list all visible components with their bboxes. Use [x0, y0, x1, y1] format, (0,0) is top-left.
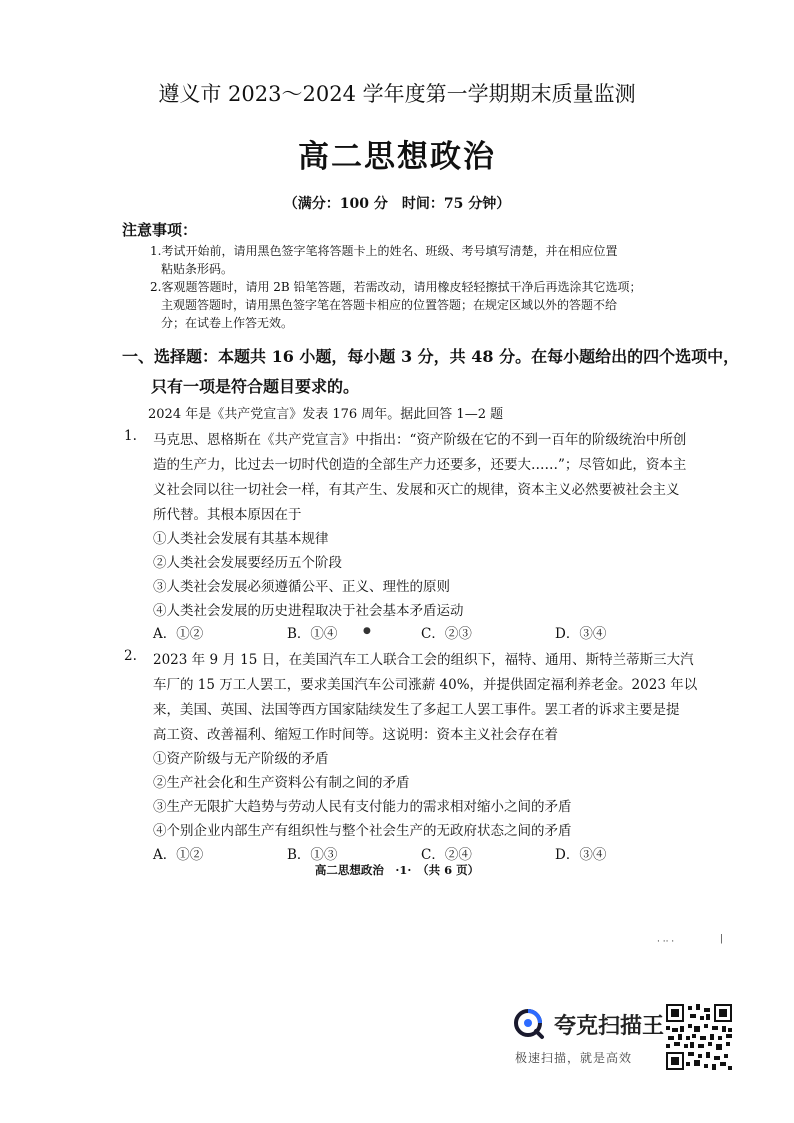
question-item: ③人类社会发展必须遵循公平、正义、理性的原则 [153, 579, 450, 595]
choice-b: B．①④ [287, 626, 338, 642]
brand-slogan: 极速扫描，就是高效 [515, 1051, 633, 1065]
question-item: ①资产阶级与无产阶级的矛盾 [153, 751, 329, 767]
question-stem-line: 2023 年 9 月 15 日，在美国汽车工人联合工会的组织下，福特、通用、斯特兰蒂斯三大汽 [153, 652, 694, 668]
question-item: ③生产无限扩大趋势与劳动人民有支付能力的需求相对缩小之间的矛盾 [153, 799, 572, 815]
choice-d: D．③④ [555, 847, 607, 863]
note-line: 主观题答题时，请用黑色签字笔在答题卡相应的位置答题；在规定区域以外的答题不给 [161, 298, 618, 312]
brand-name: 夸克扫描王 [554, 1014, 665, 1039]
question-stem-line: 来，美国、英国、法国等西方国家陆续发生了多起工人罢工事件。罢工者的诉求主要是提 [153, 702, 680, 718]
section-heading: 一、选择题：本题共 16 小题，每小题 3 分，共 48 分。在每小题给出的四个选项中， [122, 347, 740, 366]
section-heading-cont: 只有一项是符合题目要求的。 [151, 377, 360, 396]
notes-heading: 注意事项： [122, 221, 198, 239]
question-stem-line: 造的生产力，比过去一切时代创造的全部生产力还要多，还要大……”；尽管如此，资本主 [153, 457, 687, 473]
scan-speck: · ·· · [657, 937, 675, 947]
choice-d: D．③④ [555, 626, 607, 642]
question-stem-line: 马克思、恩格斯在《共产党宣言》中指出：“资产阶级在它的不到一百年的阶级统治中所创 [153, 432, 687, 448]
question-number: 2. [124, 648, 137, 664]
question-stem-line: 所代替。其根本原因在于 [153, 507, 302, 523]
question-group-intro: 2024 年是《共产党宣言》发表 176 周年。据此回答 1—2 题 [148, 407, 504, 422]
question-number: 1. [124, 428, 137, 444]
question-item: ④个别企业内部生产有组织性与整个社会生产的无政府状态之间的矛盾 [153, 823, 572, 839]
subject-title: 高二思想政治 [298, 139, 496, 175]
note-line: 分；在试卷上作答无效。 [161, 316, 294, 330]
question-item: ②人类社会发展要经历五个阶段 [153, 555, 342, 571]
choice-b: B．①③ [287, 847, 338, 863]
question-item: ②生产社会化和生产资料公有制之间的矛盾 [153, 775, 410, 791]
question-item: ④人类社会发展的历史进程取决于社会基本矛盾运动 [153, 603, 464, 619]
question-stem-line: 车厂的 15 万工人罢工，要求美国汽车公司涨薪 40%，并提供固定福利养老金。2023 年以 [153, 677, 698, 693]
note-line: 2.客观题答题时，请用 2B 铅笔答题，若需改动，请用橡皮轻轻擦拭干净后再选涂其它选项； [150, 280, 642, 294]
choice-c: C．②③ [421, 626, 472, 642]
question-stem-line: 义社会同以往一切社会一样，有其产生、发展和灭亡的规律，资本主义必然要被社会主义 [153, 482, 680, 498]
note-line: 1.考试开始前，请用黑色签字笔将答题卡上的姓名、班级、考号填写清楚，并在相应位置 [150, 244, 618, 258]
question-stem-line: 高工资、改善福利、缩短工作时间等。这说明：资本主义社会存在着 [153, 727, 558, 743]
question-item: ①人类社会发展有其基本规律 [153, 531, 329, 547]
choice-a: A．①② [153, 626, 204, 642]
page-footer: 高二思想政治 ·1· （共 6 页） [314, 863, 480, 877]
qr-code [666, 1004, 732, 1070]
quark-logo-icon [513, 1008, 545, 1040]
score-time-info: （满分：100 分 时间：75 分钟） [283, 196, 511, 212]
choice-a: A．①② [153, 847, 204, 863]
note-line: 粘贴条形码。 [161, 262, 234, 276]
exam-title: 遵义市 2023～2024 学年度第一学期期末质量监测 [158, 82, 636, 106]
choice-c: C．②④ [421, 847, 472, 863]
scan-speck: | [720, 934, 724, 944]
scan-speck: ● [363, 626, 371, 636]
